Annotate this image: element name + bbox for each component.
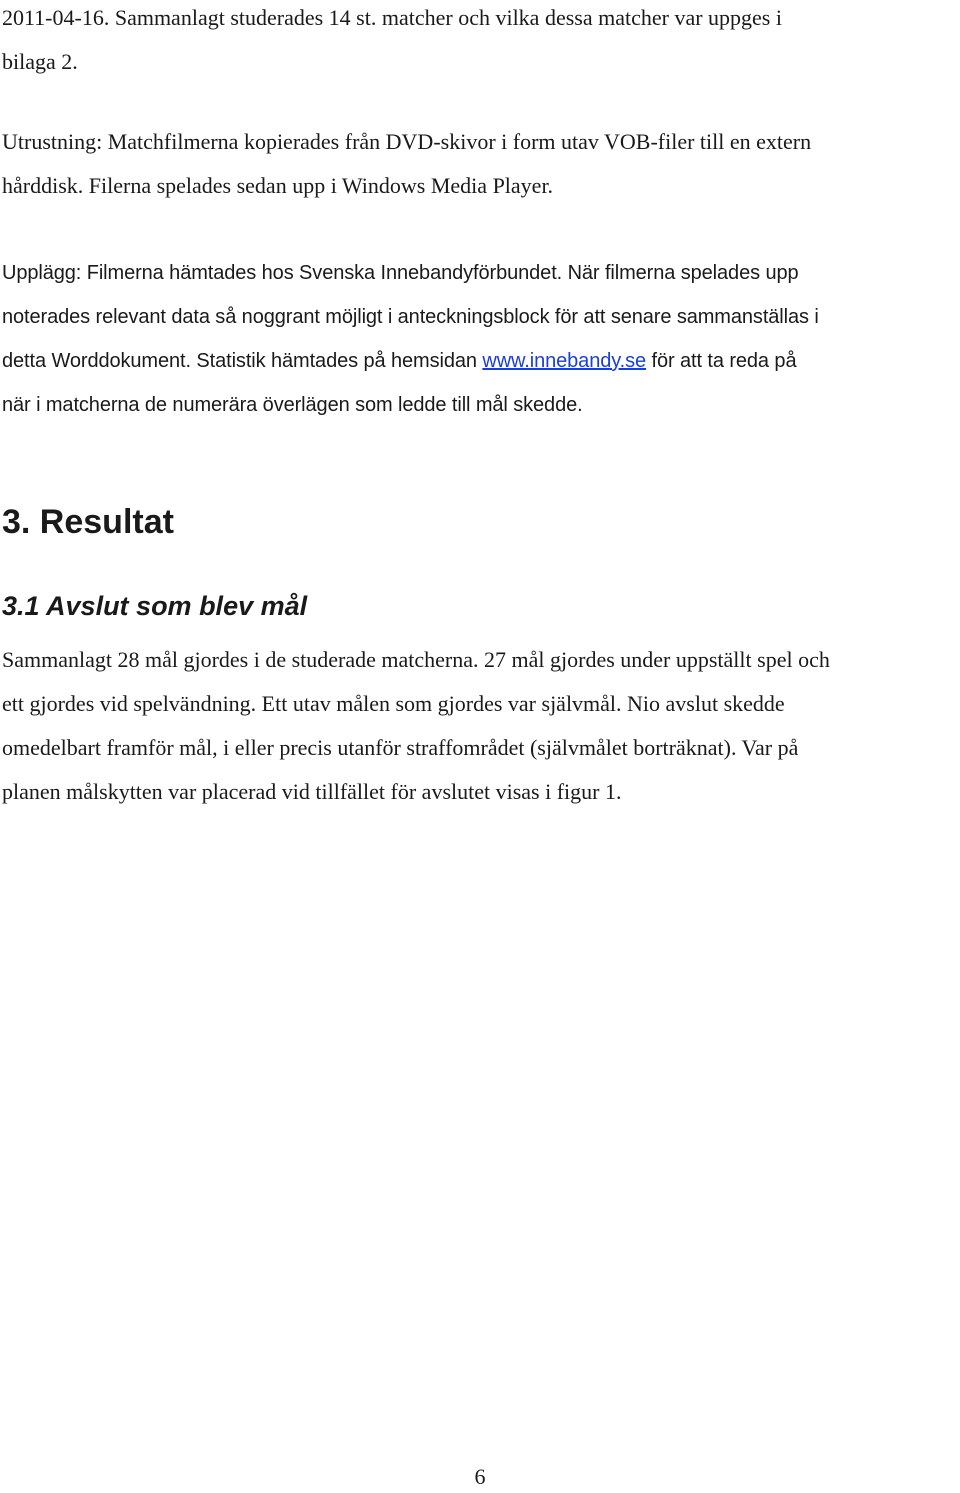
- innebandy-link[interactable]: www.innebandy.se: [482, 350, 647, 372]
- text-line: planen målskytten var placerad vid tillfället för avslutet visas i figur 1.: [2, 779, 622, 804]
- text-segment: När filmerna spelades upp: [562, 262, 799, 284]
- text-line: [2, 339, 958, 383]
- page-number: 6: [474, 1464, 486, 1489]
- text-line: hårddisk. Filerna spelades sedan upp i Windows Media Player.: [2, 173, 554, 198]
- subsection-heading: 3.1 Avslut som blev mål: [2, 591, 308, 621]
- paragraph-method: [2, 251, 958, 427]
- text-segment: detta Worddokument. Statistik hämtades på hemsidan: [2, 350, 483, 372]
- paragraph-results: [2, 638, 958, 814]
- paragraph-matches-studied: [2, 0, 958, 84]
- text-line: Utrustning: Matchfilmerna kopierades från DVD-skivor i form utav VOB-filer till en extern: [2, 129, 812, 154]
- text-line: ett gjordes vid spelvändning. Ett utav målen som gjordes var självmål. Nio avslut skedde: [2, 691, 785, 716]
- text-line: när i matcherna de numerära överlägen som ledde till mål skedde.: [2, 394, 583, 416]
- text-line: [2, 251, 958, 295]
- text-segment: för att ta reda på: [646, 350, 797, 372]
- paragraph-equipment: [2, 120, 958, 208]
- text-line: noterades relevant data så noggrant möjligt i anteckningsblock för att senare sammanställas i: [2, 306, 819, 328]
- text-line: omedelbart framför mål, i eller precis utanför straffområdet (självmålet borträknat). Var på: [2, 735, 799, 760]
- text-line: 2011-04-16. Sammanlagt studerades 14 st. matcher och vilka dessa matcher var uppges i: [2, 5, 782, 30]
- text-line: Sammanlagt 28 mål gjordes i de studerade matcherna. 27 mål gjordes under uppställt spel och: [2, 647, 830, 672]
- text-line: bilaga 2.: [2, 49, 78, 74]
- text-segment: Upplägg: Filmerna hämtades hos Svenska Innebandyförbundet.: [2, 262, 563, 284]
- section-heading: 3. Resultat: [2, 503, 174, 541]
